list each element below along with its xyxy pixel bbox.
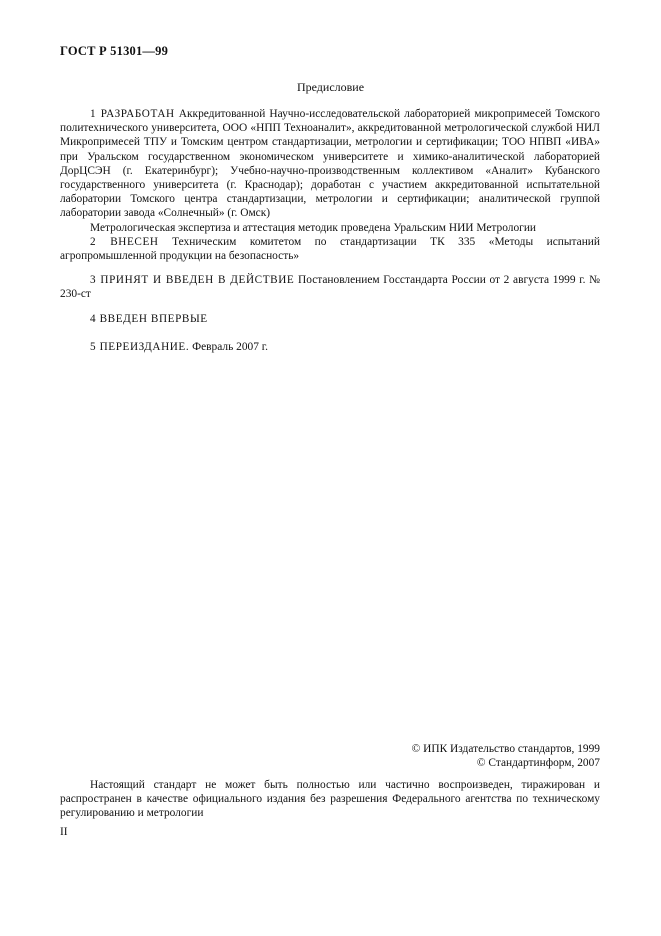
section-5-label: 5 ПЕРЕИЗДАНИЕ. bbox=[90, 341, 190, 353]
section-2-text: Техническим комитетом по стандартизации ТК 335 «Методы испытаний агропромышленной продукции на безопасность» bbox=[60, 236, 600, 263]
section-4-paragraph bbox=[60, 312, 600, 326]
page-title: Предисловие bbox=[296, 80, 365, 94]
section-3-text: Постановлением Госстандарта России от 2 августа 1999 г. № 230-ст bbox=[60, 274, 600, 301]
copyright-line-2: © Стандартинформ, 2007 bbox=[476, 757, 600, 770]
section-1-text: Аккредитованной Научно-исследовательской лабораторией микропримесей Томского политехнического университета, ООО «НПП Техноаналит», аккредитованной метрологической службой НИЛ Микропримесей ТПУ и Томским центром стандартизации, метрологии и сертификации; ТОО НПВП «ИВА» при Уральском государственном экономическом университете и химико-аналитической лабораторией ДорЦСЭН (г. Екатеринбург); Учебно-научно-производственным коллективом «Аналит» Кубанского государственного университета (г. Краснодар); доработан с участием аккредитованной испытательной лаборатории Томского центра стандартизации, метрологии и сертификации; аналитической группой лаборатории завода «Солнечный» (г. Омск) bbox=[60, 108, 600, 220]
page-number: II bbox=[60, 826, 68, 838]
notice-text: Настоящий стандарт не может быть полностью или частично воспроизведен, тиражирован и распространен в качестве официального издания без разрешения Федерального агентства по техническому регулированию и метрологии bbox=[60, 779, 600, 820]
section-1-paragraph bbox=[60, 107, 600, 221]
section-3-label: 3 ПРИНЯТ И ВВЕДЕН В ДЕЙСТВИЕ bbox=[90, 274, 295, 286]
section-4 bbox=[60, 312, 600, 326]
copyright-block bbox=[412, 742, 600, 770]
copyright-notice bbox=[60, 778, 600, 821]
section-2 bbox=[60, 235, 600, 263]
section-4-label: 4 ВВЕДЕН ВПЕРВЫЕ bbox=[90, 313, 208, 325]
copyright-line-1: © ИПК Издательство стандартов, 1999 bbox=[411, 743, 600, 755]
section-1-extra: Метрологическая экспертиза и аттестация методик проведена Уральским НИИ Метрологии bbox=[90, 221, 537, 234]
section-1 bbox=[60, 107, 600, 235]
section-3-paragraph bbox=[60, 273, 600, 301]
section-2-paragraph bbox=[60, 235, 600, 263]
section-5-text: Февраль 2007 г. bbox=[189, 341, 268, 353]
section-2-label: 2 ВНЕСЕН bbox=[90, 236, 159, 248]
section-5 bbox=[60, 340, 600, 354]
section-5-paragraph bbox=[60, 340, 600, 354]
document-code: ГОСТ Р 51301—99 bbox=[60, 44, 169, 58]
section-1-label: 1 РАЗРАБОТАН bbox=[90, 108, 175, 120]
section-3 bbox=[60, 273, 600, 301]
